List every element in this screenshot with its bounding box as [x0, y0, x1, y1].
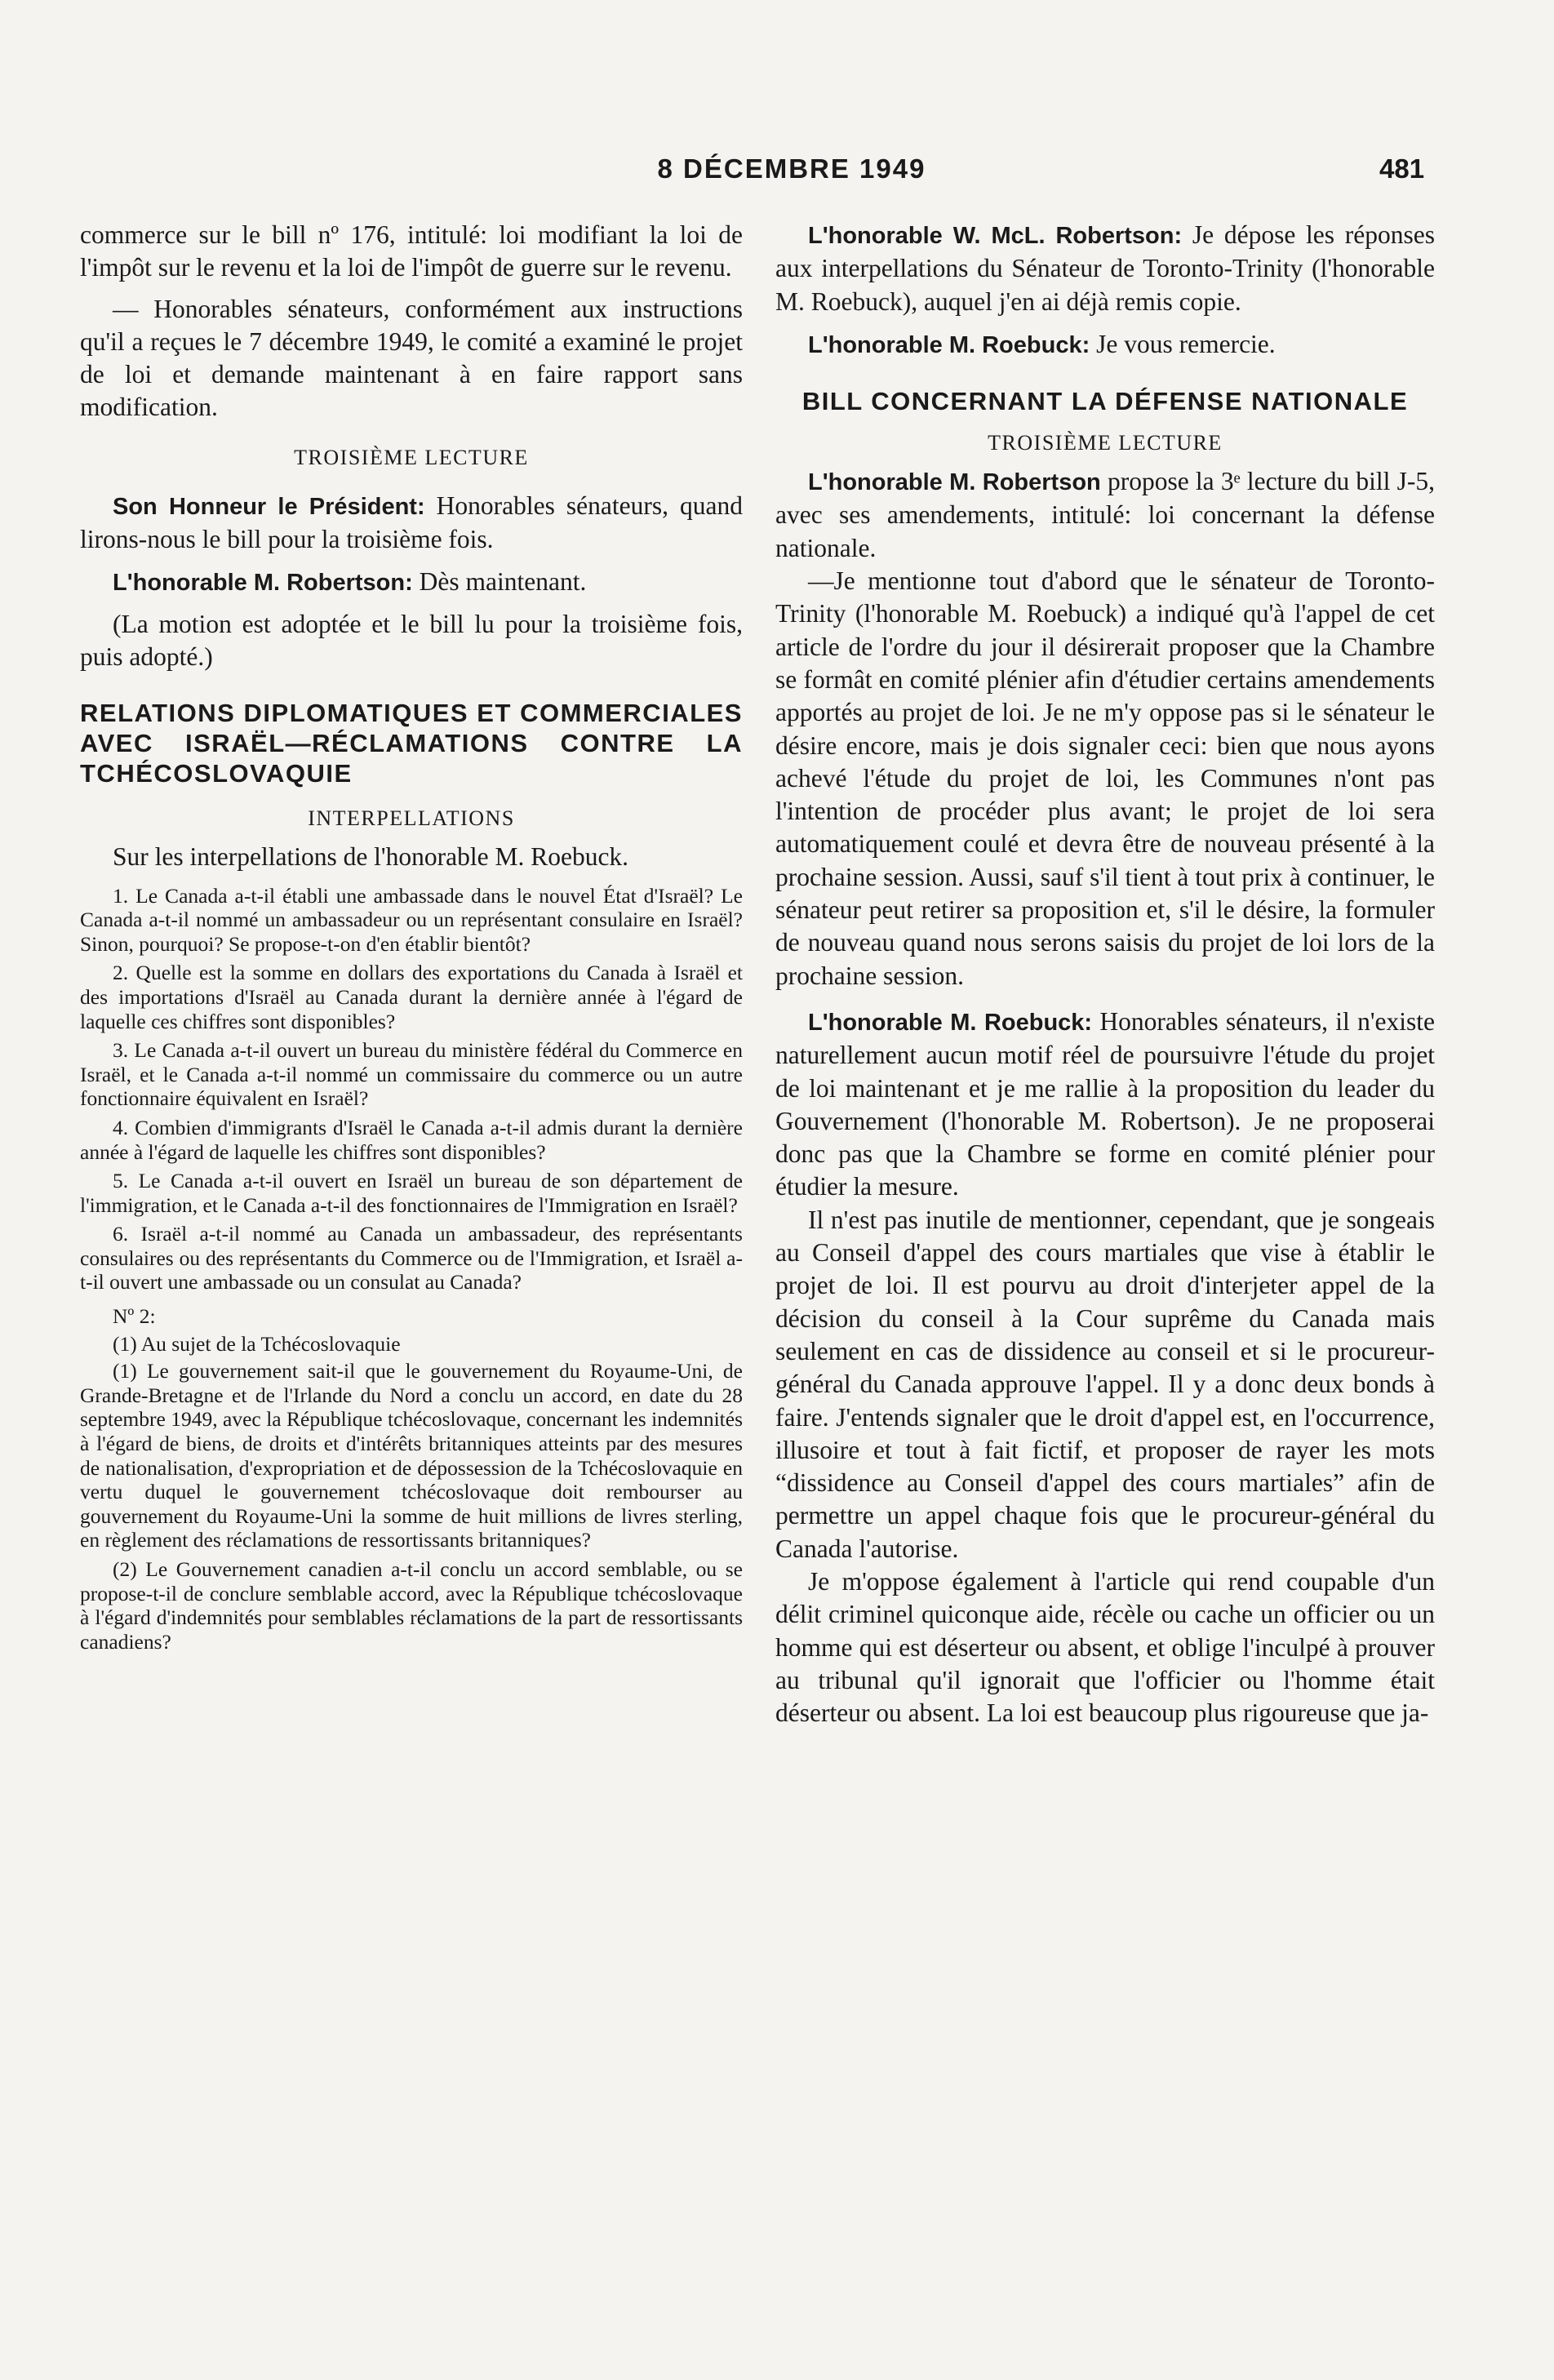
speaker-name: L'honorable M. Robertson — [808, 469, 1101, 496]
paragraph — [80, 490, 743, 557]
section-heading: RELATIONS DIPLOMATIQUES ET COMMERCIALES AVEC ISRAËL—RÉCLAMATIONS CONTRE LA TCHÉCOSLOVAQUIE — [80, 699, 743, 788]
question-item: 3. Le Canada a-t-il ouvert un bureau du ministère fédéral du Commerce en Israël, et le Canada a-t-il nommé un commissaire du commerce ou un autre fonctionnaire équivalent en Israël? — [80, 1038, 743, 1111]
paragraph-text: Dès maintenant. — [412, 567, 587, 597]
paragraph: Sur les interpellations de l'honorable M. Roebuck. — [113, 842, 629, 872]
question-number: Nº 2: — [113, 1304, 156, 1329]
paragraph: (La motion est adoptée et le bill lu pour la troisième fois, puis adopté.) — [80, 609, 743, 671]
paragraph — [80, 566, 743, 599]
question-item: (2) Le Gouvernement canadien a-t-il conclu un accord semblable, ou se propose-t-il de conclure semblable accord, avec la République tchécoslovaque à l'égard d'indemnités pour semblables réclamations de la part de ressortissants canadiens? — [80, 1557, 743, 1654]
paragraph: Je m'oppose également à l'article qui rend coupable d'un délit criminel quiconque aide, récèle ou cache un officier ou un homme qui est déserteur ou absent, et oblige l'inculpé à prouver au tribunal qu'il ignorait que l'officier ou l'homme était déserteur ou absent. La loi est beaucoup plus rigoureuse que ja- — [775, 1566, 1435, 1728]
paragraph-text: propose la 3ᵉ lecture du bill J-5, avec ses amendements, intitulé: loi concernant la défense nationale. — [775, 467, 1435, 562]
subheading: TROISIÈME LECTURE — [294, 445, 529, 469]
paragraph — [775, 465, 1435, 565]
left-column — [80, 219, 743, 1654]
question-item: 5. Le Canada a-t-il ouvert en Israël un bureau de son département de l'immigration, et le Canada a-t-il des fonctionnaires de l'Immigration en Israël? — [80, 1169, 743, 1217]
paragraph: Il n'est pas inutile de mentionner, cependant, que je songeais au Conseil d'appel des cours martiales que vise à établir le projet de loi. Il est pourvu au droit d'interjeter appel de la décision du conseil à la Cour suprême du Canada mais seulement en cas de dissidence au conseil et si le procureur-général du Canada approuve l'appel. Il y a donc deux bonds à faire. J'entends signaler que le droit d'appel est, en l'occurrence, illusoire et tout à fait fictif, et proposer de rayer les mots “dissidence au Conseil d'appel des cours martiales” afin de permettre un appel chaque fois que le procureur-général du Canada l'autorise. — [775, 1205, 1435, 1563]
subheading: TROISIÈME LECTURE — [988, 431, 1223, 455]
subheading: INTERPELLATIONS — [308, 806, 515, 831]
speaker-name: L'honorable W. McL. Robertson: — [808, 223, 1183, 249]
speaker-name: Son Honneur le Président: — [113, 493, 425, 520]
right-column — [775, 219, 1435, 1729]
page-number: 481 — [1379, 153, 1425, 184]
speaker-name: L'honorable M. Roebuck: — [808, 1009, 1093, 1036]
paragraph: — Honorables sénateurs, conformément aux instructions qu'il a reçues le 7 décembre 1949, le comité a examiné le projet de loi et demande maintenant à en faire rapport sans modification. — [80, 294, 743, 422]
paragraph-text: Je dépose les réponses aux interpellations du Sénateur de Toronto-Trinity (l'honorable M. Roebuck), auquel j'en ai déjà remis copie. — [775, 220, 1436, 316]
question-subheading: (1) Au sujet de la Tchécoslovaquie — [113, 1331, 401, 1356]
speaker-name: L'honorable M. Roebuck: — [808, 331, 1090, 358]
question-item: (1) Le gouvernement sait-il que le gouvernement du Royaume-Uni, de Grande-Bretagne et de l'Irlande du Nord a conclu un accord, en date du 28 septembre 1949, avec la République tchécoslovaque, concernant les indemnités à l'égard de biens, de droits et d'intérêts britanniques atteints par des mesures de nationalisation, d'expropriation et de dépossession de la Tchécoslovaquie en vertu duquel le gouvernement tchécoslovaque doit rembourser au gouvernement du Royaume-Uni la somme de huit millions de livres sterling, en règlement des réclamations de ressortissants britanniques? — [80, 1359, 743, 1552]
page-header — [0, 153, 1554, 194]
paragraph: commerce sur le bill nº 176, intitulé: loi modifiant la loi de l'impôt sur le revenu et la loi de l'impôt de guerre sur le revenu. — [80, 220, 743, 282]
paragraph-text: Honorables sénateurs, il n'existe naturellement aucun motif réel de poursuivre l'étude du projet de loi maintenant et je me rallie à la proposition du leader du Gouvernement (l'honorable M. Robertson). Je ne proposerai donc pas que la Chambre se forme en comité plénier pour étudier la mesure. — [775, 1006, 1435, 1201]
question-item: 1. Le Canada a-t-il établi une ambassade dans le nouvel État d'Israël? Le Canada a-t-il nommé un ambassadeur ou un représentant consulaire en Israël? Sinon, pourquoi? Se propose-t-on d'en établir bientôt? — [80, 883, 743, 956]
header-date: 8 DÉCEMBRE 1949 — [657, 153, 926, 184]
paragraph-text: Je vous remercie. — [1090, 329, 1276, 358]
question-item: 2. Quelle est la somme en dollars des exportations du Canada à Israël et des importations d'Israël au Canada durant la dernière année à l'égard de laquelle ces chiffres sont disponibles? — [80, 961, 743, 1033]
question-item: 4. Combien d'immigrants d'Israël le Canada a-t-il admis durant la dernière année à l'égard de laquelle les chiffres sont disponibles? — [80, 1115, 743, 1164]
speaker-name: L'honorable M. Robertson: — [113, 570, 413, 597]
paragraph-text: Honorables sénateurs, quand lirons-nous le bill pour la troisième fois. — [80, 491, 743, 554]
paragraph — [775, 328, 1435, 362]
paragraph — [775, 219, 1435, 318]
paragraph — [775, 1006, 1435, 1204]
section-heading: BILL CONCERNANT LA DÉFENSE NATIONALE — [801, 387, 1409, 416]
paragraph: —Je mentionne tout d'abord que le sénateur de Toronto-Trinity (l'honorable M. Roebuck) a indiqué qu'à l'appel de cet article de l'ordre du jour il désirerait proposer que la Chambre se formât en comité plénier afin d'étudier certains amendements apportés au projet de loi. Je ne m'y oppose pas si le sénateur le désire encore, mais je dois signaler ceci: bien que nous ayons achevé l'étude du projet de loi, les Communes n'ont pas l'intention de procéder plus avant; le projet de loi sera automatiquement coulé et devra être de nouveau présenté à la prochaine session. Aussi, sauf s'il tient à tout prix à continuer, le sénateur peut retirer sa proposition et, s'il le désire, la formuler de nouveau quand nous serons saisis du projet de loi lors de la prochaine session. — [775, 566, 1435, 990]
question-item: 6. Israël a-t-il nommé au Canada un ambassadeur, des représentants consulaires ou des représentants du Commerce ou de l'Immigration, et Israël a-t-il ouvert une ambassade ou un consulat au Canada? — [80, 1222, 743, 1294]
